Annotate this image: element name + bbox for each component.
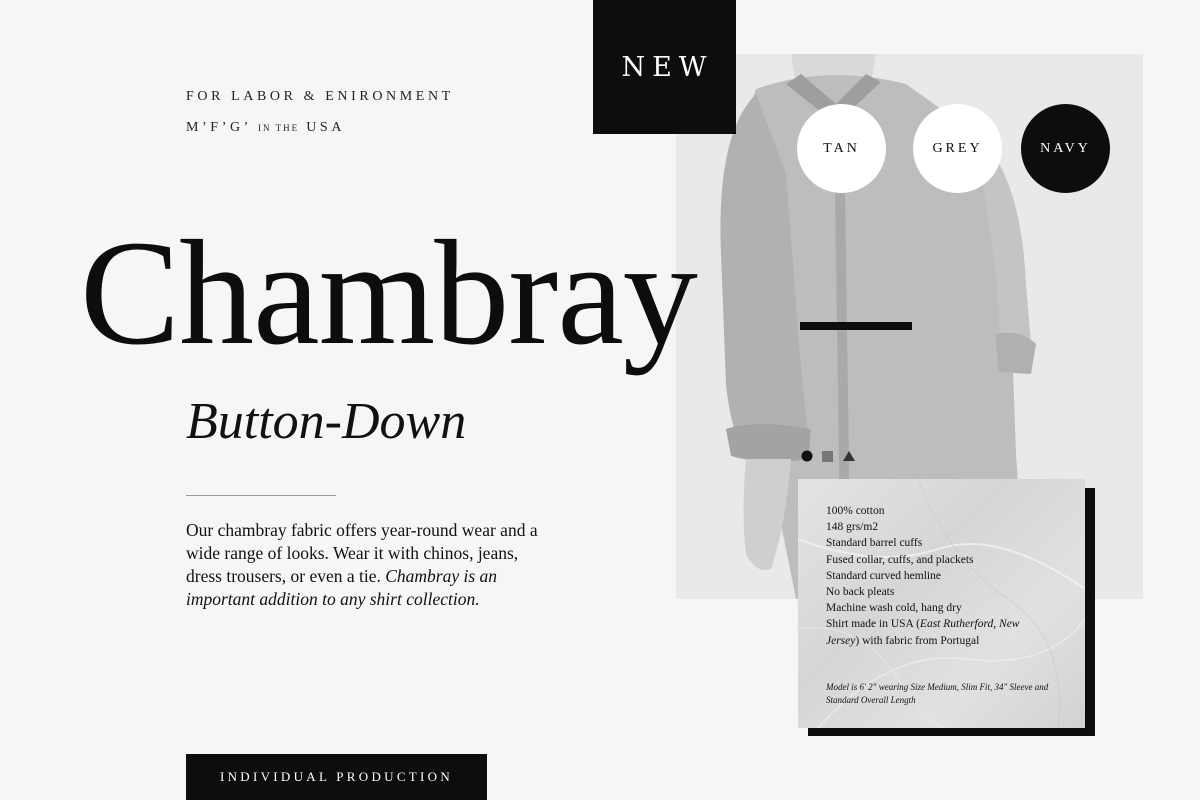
swatch-navy[interactable] — [1021, 104, 1110, 193]
spec-made-place: East Rutherford, New Jersey — [826, 618, 1020, 647]
shape-icons — [800, 449, 860, 463]
spec-made-suffix: ) with fabric from Portugal — [855, 634, 980, 647]
spec-pleats: No back pleats — [826, 586, 895, 599]
swatch-navy-label: NAVY — [1040, 140, 1091, 156]
page-title: Chambray — [80, 210, 697, 376]
swatch-tan[interactable] — [797, 104, 886, 193]
production-label: INDIVIDUAL PRODUCTION — [219, 769, 454, 784]
tagline-usa: USA — [306, 120, 346, 135]
spec-card — [798, 479, 1085, 728]
tagline-made-in-usa — [186, 120, 345, 136]
page-subtitle: Button-Down — [186, 393, 467, 450]
spec-hemline: Standard curved hemline — [826, 569, 941, 582]
swatch-grey[interactable] — [913, 104, 1002, 193]
product-description — [186, 519, 556, 611]
spec-made-prefix: Shirt made in USA ( — [826, 618, 920, 631]
description-italic: Chambray is an important addition to any shirt collection. — [186, 566, 498, 609]
spec-fused: Fused collar, cuffs, and plackets — [826, 553, 974, 566]
spec-list — [826, 503, 1046, 649]
square-icon — [822, 451, 833, 462]
tagline-labor-text: FOR LABOR & ENIRONMENT — [186, 89, 454, 104]
new-badge — [593, 0, 736, 134]
circle-icon — [802, 451, 813, 462]
spec-cuffs: Standard barrel cuffs — [826, 537, 923, 550]
tagline-mfg: M’F’G’ — [186, 120, 251, 135]
swatch-tan-label: TAN — [823, 140, 860, 156]
swatch-grey-label: GREY — [932, 140, 983, 156]
spec-cotton: 100% cotton — [826, 505, 885, 517]
spec-weight: 148 grs/m2 — [826, 521, 879, 534]
tagline-labor — [186, 89, 454, 105]
triangle-icon — [843, 451, 855, 461]
model-note: Model is 6' 2" wearing Size Medium, Slim Fit, 34" Sleeve and Standard Overall Length — [826, 682, 1049, 705]
spec-care: Machine wash cold, hang dry — [826, 602, 962, 615]
production-banner — [186, 754, 487, 800]
title-dash — [800, 322, 912, 330]
tagline-in-the: IN THE — [258, 123, 300, 133]
spec-made-in — [826, 616, 1046, 648]
divider — [186, 495, 336, 496]
new-badge-label: NEW — [621, 51, 714, 83]
description-plain: Our chambray fabric offers year-round wear and a wide range of looks. Wear it with chinos, jeans, dress trousers, or even a tie. — [186, 520, 538, 586]
